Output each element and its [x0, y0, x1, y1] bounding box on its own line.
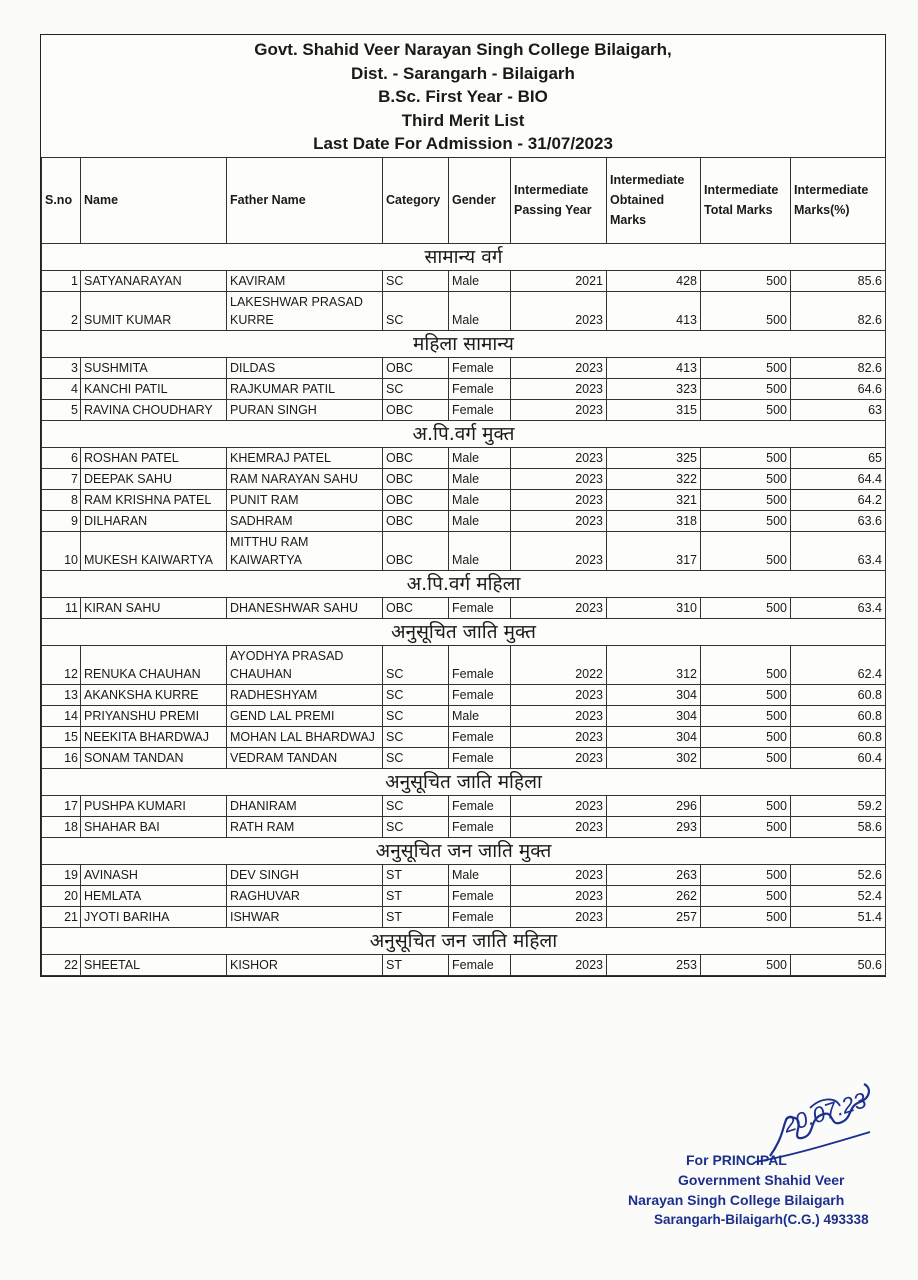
group-title: अ.पि.वर्ग मुक्त [42, 420, 886, 447]
serial-number: 9 [42, 510, 81, 531]
serial-number: 7 [42, 468, 81, 489]
father-name: DEV SINGH [227, 864, 383, 885]
student-name: SUMIT KUMAR [81, 291, 227, 330]
obtained-marks: 310 [607, 597, 701, 618]
category: ST [383, 885, 449, 906]
student-name: RENUKA CHAUHAN [81, 645, 227, 684]
passing-year: 2023 [511, 954, 607, 975]
table-body [42, 243, 886, 975]
category: ST [383, 906, 449, 927]
marks-percent: 60.8 [791, 705, 886, 726]
last-date-line: Last Date For Admission - 31/07/2023 [313, 134, 613, 153]
passing-year: 2023 [511, 816, 607, 837]
marks-percent: 52.6 [791, 864, 886, 885]
father-name: RAGHUVAR [227, 885, 383, 906]
serial-number: 20 [42, 885, 81, 906]
total-marks: 500 [701, 378, 791, 399]
student-name: KANCHI PATIL [81, 378, 227, 399]
marks-percent: 63.6 [791, 510, 886, 531]
obtained-marks: 302 [607, 747, 701, 768]
column-header: Category [383, 157, 449, 243]
total-marks: 500 [701, 270, 791, 291]
obtained-marks: 262 [607, 885, 701, 906]
category: OBC [383, 531, 449, 570]
obtained-marks: 304 [607, 705, 701, 726]
gender: Female [449, 747, 511, 768]
passing-year: 2023 [511, 885, 607, 906]
marks-percent: 51.4 [791, 906, 886, 927]
obtained-marks: 317 [607, 531, 701, 570]
marks-percent: 58.6 [791, 816, 886, 837]
table-row [42, 510, 886, 531]
column-header: Gender [449, 157, 511, 243]
total-marks: 500 [701, 447, 791, 468]
obtained-marks: 263 [607, 864, 701, 885]
student-name: SUSHMITA [81, 357, 227, 378]
passing-year: 2023 [511, 864, 607, 885]
group-heading-row [42, 837, 886, 864]
serial-number: 15 [42, 726, 81, 747]
gender: Male [449, 489, 511, 510]
serial-number: 8 [42, 489, 81, 510]
passing-year: 2023 [511, 447, 607, 468]
obtained-marks: 428 [607, 270, 701, 291]
obtained-marks: 318 [607, 510, 701, 531]
category: SC [383, 726, 449, 747]
group-heading-row [42, 330, 886, 357]
category: OBC [383, 399, 449, 420]
category: SC [383, 747, 449, 768]
table-row [42, 906, 886, 927]
total-marks: 500 [701, 795, 791, 816]
gender: Male [449, 531, 511, 570]
father-name: AYODHYA PRASAD CHAUHAN [227, 645, 383, 684]
obtained-marks: 257 [607, 906, 701, 927]
marks-percent: 64.2 [791, 489, 886, 510]
serial-number: 16 [42, 747, 81, 768]
course-line: B.Sc. First Year - BIO [378, 87, 548, 106]
passing-year: 2023 [511, 906, 607, 927]
father-name: RATH RAM [227, 816, 383, 837]
father-name: DHANESHWAR SAHU [227, 597, 383, 618]
father-name: VEDRAM TANDAN [227, 747, 383, 768]
total-marks: 500 [701, 684, 791, 705]
serial-number: 22 [42, 954, 81, 975]
table-row [42, 531, 886, 570]
marks-percent: 64.4 [791, 468, 886, 489]
student-name: SHAHAR BAI [81, 816, 227, 837]
category: OBC [383, 510, 449, 531]
merit-table [41, 157, 886, 976]
gender: Male [449, 270, 511, 291]
gender: Male [449, 705, 511, 726]
gender: Female [449, 597, 511, 618]
group-title: अ.पि.वर्ग महिला [42, 570, 886, 597]
passing-year: 2023 [511, 399, 607, 420]
gender: Female [449, 906, 511, 927]
passing-year: 2023 [511, 531, 607, 570]
college-name: Govt. Shahid Veer Narayan Singh College Bilaigarh, [254, 40, 672, 59]
passing-year: 2023 [511, 291, 607, 330]
serial-number: 10 [42, 531, 81, 570]
student-name: SONAM TANDAN [81, 747, 227, 768]
stamp-line-2: Narayan Singh College Bilaigarh [628, 1192, 845, 1208]
passing-year: 2023 [511, 795, 607, 816]
marks-percent: 63.4 [791, 531, 886, 570]
passing-year: 2023 [511, 684, 607, 705]
marks-percent: 62.4 [791, 645, 886, 684]
column-header: Name [81, 157, 227, 243]
marks-percent: 60.8 [791, 726, 886, 747]
serial-number: 3 [42, 357, 81, 378]
gender: Female [449, 726, 511, 747]
table-row [42, 705, 886, 726]
category: SC [383, 795, 449, 816]
student-name: SATYANARAYAN [81, 270, 227, 291]
student-name: AVINASH [81, 864, 227, 885]
total-marks: 500 [701, 645, 791, 684]
serial-number: 4 [42, 378, 81, 399]
marks-percent: 52.4 [791, 885, 886, 906]
passing-year: 2023 [511, 747, 607, 768]
group-title: अनुसूचित जाति महिला [42, 768, 886, 795]
district-line: Dist. - Sarangarh - Bilaigarh [351, 63, 575, 83]
marks-percent: 63.4 [791, 597, 886, 618]
serial-number: 6 [42, 447, 81, 468]
marks-percent: 85.6 [791, 270, 886, 291]
serial-number: 12 [42, 645, 81, 684]
total-marks: 500 [701, 864, 791, 885]
table-row [42, 291, 886, 330]
total-marks: 500 [701, 747, 791, 768]
merit-list-sheet [40, 34, 886, 977]
category: ST [383, 954, 449, 975]
student-name: AKANKSHA KURRE [81, 684, 227, 705]
father-name: LAKESHWAR PRASAD KURRE [227, 291, 383, 330]
total-marks: 500 [701, 816, 791, 837]
gender: Female [449, 684, 511, 705]
category: ST [383, 864, 449, 885]
category: OBC [383, 447, 449, 468]
serial-number: 1 [42, 270, 81, 291]
gender: Male [449, 447, 511, 468]
category: OBC [383, 468, 449, 489]
column-header: Intermediate Total Marks [701, 157, 791, 243]
stamp-line-3: Sarangarh-Bilaigarh(C.G.) 493338 [654, 1212, 869, 1227]
total-marks: 500 [701, 954, 791, 975]
father-name: DILDAS [227, 357, 383, 378]
category: SC [383, 816, 449, 837]
column-header: Father Name [227, 157, 383, 243]
father-name: RAJKUMAR PATIL [227, 378, 383, 399]
gender: Male [449, 291, 511, 330]
group-title: अनुसूचित जन जाति महिला [42, 927, 886, 954]
total-marks: 500 [701, 468, 791, 489]
student-name: RAM KRISHNA PATEL [81, 489, 227, 510]
table-row [42, 747, 886, 768]
gender: Female [449, 357, 511, 378]
gender: Female [449, 795, 511, 816]
father-name: GEND LAL PREMI [227, 705, 383, 726]
total-marks: 500 [701, 597, 791, 618]
student-name: ROSHAN PATEL [81, 447, 227, 468]
obtained-marks: 315 [607, 399, 701, 420]
group-heading-row [42, 570, 886, 597]
passing-year: 2023 [511, 489, 607, 510]
passing-year: 2023 [511, 378, 607, 399]
serial-number: 17 [42, 795, 81, 816]
gender: Female [449, 816, 511, 837]
obtained-marks: 322 [607, 468, 701, 489]
category: SC [383, 270, 449, 291]
student-name: NEEKITA BHARDWAJ [81, 726, 227, 747]
father-name: DHANIRAM [227, 795, 383, 816]
table-row [42, 864, 886, 885]
serial-number: 21 [42, 906, 81, 927]
category: OBC [383, 597, 449, 618]
total-marks: 500 [701, 726, 791, 747]
passing-year: 2022 [511, 645, 607, 684]
marks-percent: 59.2 [791, 795, 886, 816]
serial-number: 5 [42, 399, 81, 420]
table-row [42, 357, 886, 378]
student-name: DEEPAK SAHU [81, 468, 227, 489]
marks-percent: 82.6 [791, 291, 886, 330]
obtained-marks: 304 [607, 684, 701, 705]
serial-number: 11 [42, 597, 81, 618]
gender: Female [449, 954, 511, 975]
table-row [42, 645, 886, 684]
category: OBC [383, 489, 449, 510]
table-row [42, 468, 886, 489]
father-name: PURAN SINGH [227, 399, 383, 420]
category: SC [383, 705, 449, 726]
table-row [42, 885, 886, 906]
passing-year: 2023 [511, 510, 607, 531]
table-row [42, 378, 886, 399]
father-name: PUNIT RAM [227, 489, 383, 510]
student-name: PRIYANSHU PREMI [81, 705, 227, 726]
gender: Female [449, 399, 511, 420]
passing-year: 2023 [511, 357, 607, 378]
student-name: JYOTI BARIHA [81, 906, 227, 927]
gender: Male [449, 864, 511, 885]
group-heading-row [42, 243, 886, 270]
obtained-marks: 325 [607, 447, 701, 468]
group-title: अनुसूचित जन जाति मुक्त [42, 837, 886, 864]
table-row [42, 489, 886, 510]
table-row [42, 597, 886, 618]
passing-year: 2021 [511, 270, 607, 291]
category: OBC [383, 357, 449, 378]
student-name: HEMLATA [81, 885, 227, 906]
group-heading-row [42, 420, 886, 447]
serial-number: 2 [42, 291, 81, 330]
father-name: KHEMRAJ PATEL [227, 447, 383, 468]
student-name: KIRAN SAHU [81, 597, 227, 618]
father-name: RADHESHYAM [227, 684, 383, 705]
group-heading-row [42, 768, 886, 795]
group-heading-row [42, 927, 886, 954]
category: SC [383, 291, 449, 330]
total-marks: 500 [701, 705, 791, 726]
marks-percent: 82.6 [791, 357, 886, 378]
total-marks: 500 [701, 291, 791, 330]
passing-year: 2023 [511, 597, 607, 618]
column-header: Intermediate Passing Year [511, 157, 607, 243]
column-header: S.no [42, 157, 81, 243]
father-name: MITTHU RAM KAIWARTYA [227, 531, 383, 570]
category: SC [383, 684, 449, 705]
student-name: PUSHPA KUMARI [81, 795, 227, 816]
serial-number: 14 [42, 705, 81, 726]
category: SC [383, 645, 449, 684]
table-row [42, 399, 886, 420]
document-header [41, 35, 885, 157]
father-name: SADHRAM [227, 510, 383, 531]
student-name: RAVINA CHOUDHARY [81, 399, 227, 420]
total-marks: 500 [701, 357, 791, 378]
total-marks: 500 [701, 885, 791, 906]
obtained-marks: 413 [607, 357, 701, 378]
serial-number: 19 [42, 864, 81, 885]
father-name: KISHOR [227, 954, 383, 975]
father-name: RAM NARAYAN SAHU [227, 468, 383, 489]
group-title: सामान्य वर्ग [42, 243, 886, 270]
table-row [42, 726, 886, 747]
marks-percent: 65 [791, 447, 886, 468]
father-name: KAVIRAM [227, 270, 383, 291]
column-header: Intermediate Obtained Marks [607, 157, 701, 243]
table-row [42, 684, 886, 705]
obtained-marks: 253 [607, 954, 701, 975]
marks-percent: 60.4 [791, 747, 886, 768]
list-title: Third Merit List [401, 110, 525, 130]
obtained-marks: 413 [607, 291, 701, 330]
gender: Female [449, 378, 511, 399]
table-header-row [42, 157, 886, 243]
gender: Female [449, 885, 511, 906]
obtained-marks: 293 [607, 816, 701, 837]
serial-number: 13 [42, 684, 81, 705]
marks-percent: 63 [791, 399, 886, 420]
marks-percent: 60.8 [791, 684, 886, 705]
group-title: महिला सामान्य [42, 330, 886, 357]
for-principal-label: For PRINCIPAL [686, 1152, 787, 1168]
marks-percent: 50.6 [791, 954, 886, 975]
total-marks: 500 [701, 531, 791, 570]
obtained-marks: 323 [607, 378, 701, 399]
serial-number: 18 [42, 816, 81, 837]
total-marks: 500 [701, 510, 791, 531]
table-row [42, 816, 886, 837]
principal-stamp [620, 1078, 900, 1248]
passing-year: 2023 [511, 726, 607, 747]
gender: Male [449, 468, 511, 489]
stamp-line-1: Government Shahid Veer [678, 1172, 845, 1188]
group-heading-row [42, 618, 886, 645]
passing-year: 2023 [511, 705, 607, 726]
gender: Female [449, 645, 511, 684]
table-row [42, 954, 886, 975]
obtained-marks: 296 [607, 795, 701, 816]
table-row [42, 795, 886, 816]
student-name: DILHARAN [81, 510, 227, 531]
obtained-marks: 304 [607, 726, 701, 747]
total-marks: 500 [701, 906, 791, 927]
gender: Male [449, 510, 511, 531]
obtained-marks: 312 [607, 645, 701, 684]
obtained-marks: 321 [607, 489, 701, 510]
student-name: MUKESH KAIWARTYA [81, 531, 227, 570]
signature-date: 20.07.23 [780, 1087, 870, 1138]
table-row [42, 447, 886, 468]
marks-percent: 64.6 [791, 378, 886, 399]
father-name: MOHAN LAL BHARDWAJ [227, 726, 383, 747]
father-name: ISHWAR [227, 906, 383, 927]
column-header: Intermediate Marks(%) [791, 157, 886, 243]
total-marks: 500 [701, 489, 791, 510]
category: SC [383, 378, 449, 399]
student-name: SHEETAL [81, 954, 227, 975]
passing-year: 2023 [511, 468, 607, 489]
table-row [42, 270, 886, 291]
total-marks: 500 [701, 399, 791, 420]
group-title: अनुसूचित जाति मुक्त [42, 618, 886, 645]
